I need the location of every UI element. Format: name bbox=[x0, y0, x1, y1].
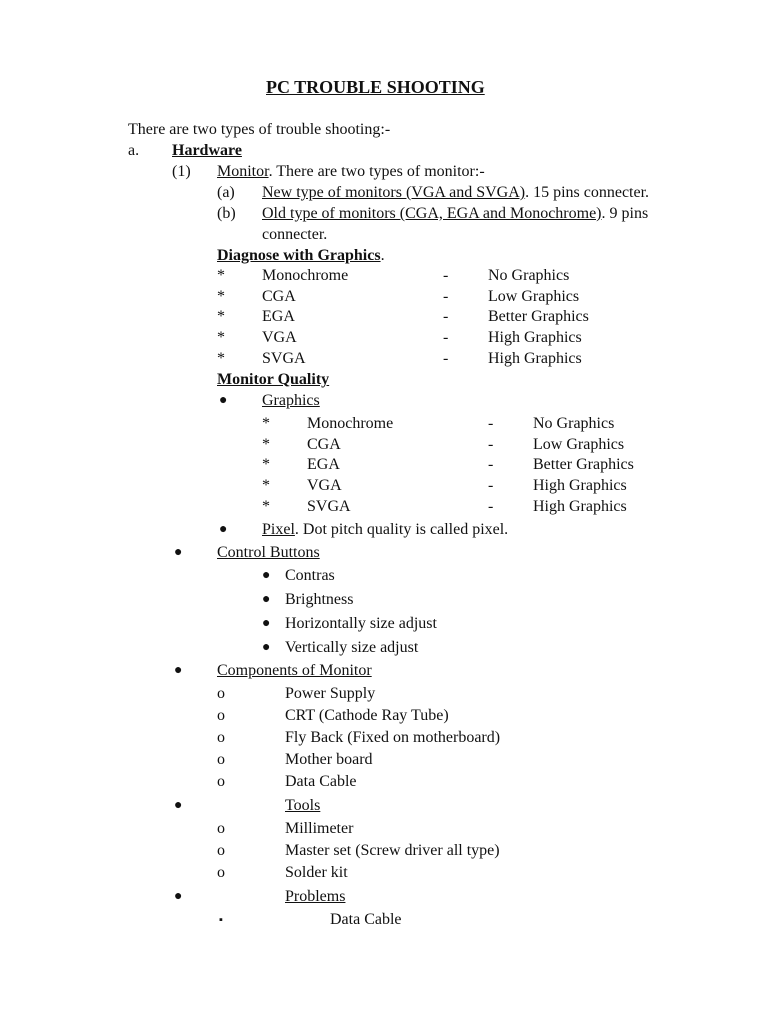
page-title: PC TROUBLE SHOOTING bbox=[266, 77, 485, 97]
bullet-dot: ● bbox=[174, 798, 183, 813]
dash: - bbox=[488, 415, 494, 432]
type-rest: . 15 pins connecter. bbox=[525, 184, 650, 201]
graphics-value: Low Graphics bbox=[488, 288, 580, 305]
graphics-value: High Graphics bbox=[533, 477, 627, 494]
bullet-star: * bbox=[217, 329, 225, 346]
graphics-value: High Graphics bbox=[488, 329, 582, 346]
bullet-dot: ● bbox=[174, 663, 183, 678]
graphics-value: High Graphics bbox=[533, 498, 627, 515]
graphics-name: SVGA bbox=[262, 350, 306, 367]
bullet-circle: o bbox=[217, 864, 225, 881]
list-item: Vertically size adjust bbox=[285, 639, 419, 656]
bullet-star: * bbox=[217, 267, 225, 284]
graphics-name: SVGA bbox=[307, 498, 351, 515]
graphics-value: No Graphics bbox=[533, 415, 615, 432]
graphics-name: CGA bbox=[307, 436, 341, 453]
dash: - bbox=[443, 329, 449, 346]
type-rest: . 9 pins bbox=[601, 205, 649, 222]
monitor-type-old bbox=[262, 204, 648, 224]
bullet-dot: ● bbox=[262, 640, 271, 655]
list-item: Power Supply bbox=[285, 685, 376, 702]
tools-heading: Tools bbox=[285, 797, 321, 814]
graphics-name: VGA bbox=[262, 329, 297, 346]
bullet-star: * bbox=[217, 350, 225, 367]
bullet-star: * bbox=[262, 415, 270, 432]
item-number: (1) bbox=[172, 163, 191, 180]
dash: - bbox=[488, 436, 494, 453]
diagnose-label: Diagnose with Graphics bbox=[217, 247, 381, 264]
list-item: Millimeter bbox=[285, 820, 354, 837]
bullet-star: * bbox=[262, 436, 270, 453]
monitor-line bbox=[217, 162, 485, 182]
monitor-type-new bbox=[262, 183, 649, 203]
graphics-name: Monochrome bbox=[307, 415, 394, 432]
bullet-star: * bbox=[217, 308, 225, 325]
control-buttons-heading: Control Buttons bbox=[217, 544, 320, 561]
graphics-name: EGA bbox=[262, 308, 295, 325]
dash: - bbox=[488, 456, 494, 473]
section-heading-hardware: Hardware bbox=[172, 142, 242, 159]
graphics-value: Low Graphics bbox=[533, 436, 625, 453]
graphics-value: Better Graphics bbox=[533, 456, 634, 473]
type-marker: (b) bbox=[217, 205, 236, 222]
bullet-circle: o bbox=[217, 751, 225, 768]
graphics-name: CGA bbox=[262, 288, 296, 305]
bullet-dot: ● bbox=[174, 545, 183, 560]
monitor-quality-heading: Monitor Quality bbox=[217, 371, 330, 388]
graphics-value: No Graphics bbox=[488, 267, 570, 284]
type-label: New type of monitors (VGA and SVGA) bbox=[262, 184, 526, 201]
bullet-circle: o bbox=[217, 707, 225, 724]
pixel-label: Pixel bbox=[262, 521, 295, 538]
pixel-rest: . Dot pitch quality is called pixel. bbox=[294, 521, 509, 538]
graphics-value: Better Graphics bbox=[488, 308, 589, 325]
list-item: CRT (Cathode Ray Tube) bbox=[285, 707, 449, 724]
bullet-dot: ● bbox=[262, 616, 271, 631]
dash: - bbox=[443, 288, 449, 305]
bullet-dot: ● bbox=[262, 568, 271, 583]
graphics-name: Monochrome bbox=[262, 267, 349, 284]
bullet-star: * bbox=[217, 288, 225, 305]
list-item: Brightness bbox=[285, 591, 354, 608]
bullet-circle: o bbox=[217, 685, 225, 702]
monitor-label: Monitor bbox=[217, 163, 269, 180]
dash: - bbox=[488, 498, 494, 515]
bullet-dot: ● bbox=[219, 522, 228, 537]
dash: - bbox=[443, 267, 449, 284]
bullet-circle: o bbox=[217, 842, 225, 859]
list-item: Mother board bbox=[285, 751, 373, 768]
bullet-star: * bbox=[262, 456, 270, 473]
bullet-circle: o bbox=[217, 729, 225, 746]
dash: - bbox=[488, 477, 494, 494]
monitor-rest: . There are two types of monitor:- bbox=[268, 163, 485, 180]
diagnose-rest: . bbox=[380, 247, 385, 264]
dash: - bbox=[443, 350, 449, 367]
intro-text: There are two types of trouble shooting:- bbox=[128, 121, 391, 138]
pixel-line bbox=[262, 520, 508, 540]
bullet-dot: ● bbox=[219, 393, 228, 408]
bullet-square: ▪ bbox=[219, 914, 223, 926]
bullet-star: * bbox=[262, 477, 270, 494]
section-marker: a. bbox=[128, 142, 140, 159]
list-item: Horizontally size adjust bbox=[285, 615, 437, 632]
list-item: Data Cable bbox=[330, 911, 402, 928]
list-item: Contras bbox=[285, 567, 335, 584]
bullet-circle: o bbox=[217, 773, 225, 790]
graphics-subheading: Graphics bbox=[262, 392, 320, 409]
graphics-name: VGA bbox=[307, 477, 342, 494]
bullet-dot: ● bbox=[262, 592, 271, 607]
graphics-value: High Graphics bbox=[488, 350, 582, 367]
list-item: Fly Back (Fixed on motherboard) bbox=[285, 729, 501, 746]
problems-heading: Problems bbox=[285, 888, 346, 905]
list-item: Solder kit bbox=[285, 864, 348, 881]
dash: - bbox=[443, 308, 449, 325]
type-marker: (a) bbox=[217, 184, 235, 201]
list-item: Master set (Screw driver all type) bbox=[285, 842, 500, 859]
components-heading: Components of Monitor bbox=[217, 662, 372, 679]
bullet-star: * bbox=[262, 498, 270, 515]
type-label: Old type of monitors (CGA, EGA and Monochrome) bbox=[262, 205, 602, 222]
bullet-dot: ● bbox=[174, 889, 183, 904]
bullet-circle: o bbox=[217, 820, 225, 837]
diagnose-heading bbox=[217, 246, 385, 266]
graphics-name: EGA bbox=[307, 456, 340, 473]
type-continuation: connecter. bbox=[262, 226, 328, 243]
list-item: Data Cable bbox=[285, 773, 357, 790]
